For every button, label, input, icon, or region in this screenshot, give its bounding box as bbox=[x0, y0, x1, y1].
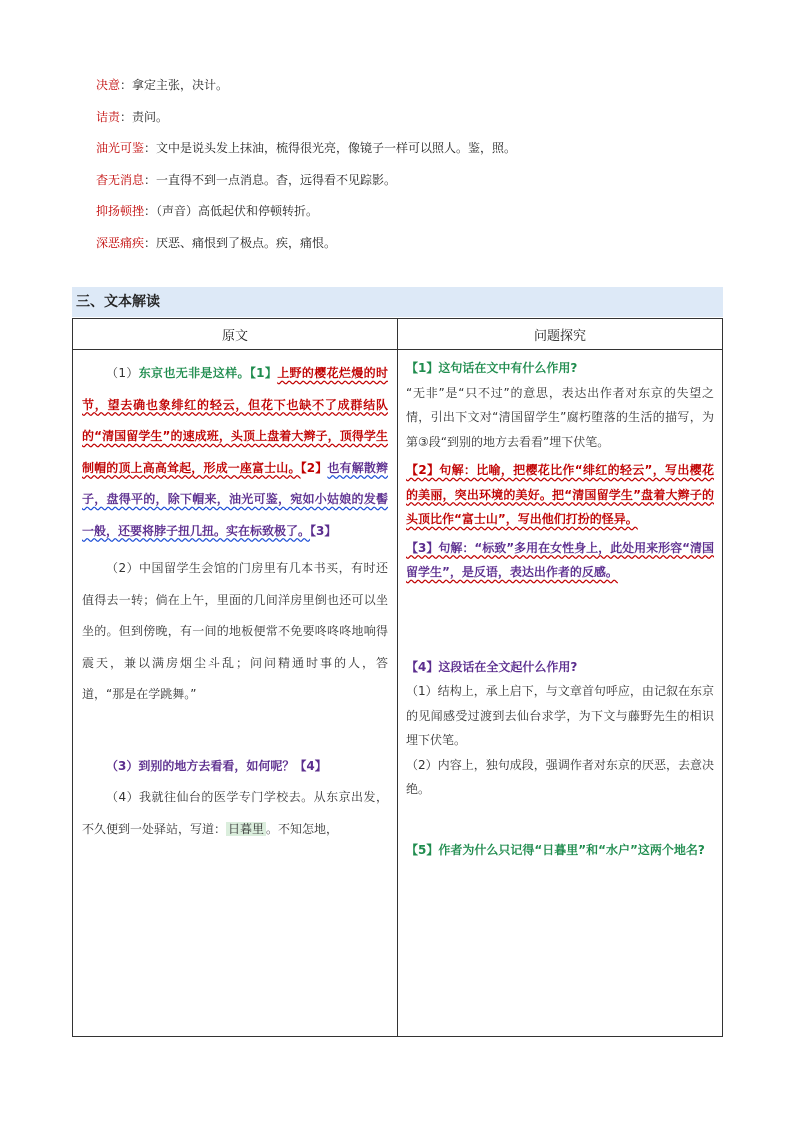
paragraph-3 bbox=[82, 751, 388, 783]
vocab-definition: ：厌恶、痛恨到了极点。疾，痛恨。 bbox=[144, 235, 337, 250]
table-body-row bbox=[73, 350, 723, 1037]
vocab-term: 决意 bbox=[96, 78, 121, 92]
vocab-definition: ：拿定主张，决计。 bbox=[120, 78, 229, 92]
original-text-cell bbox=[73, 350, 398, 1037]
paragraph-4-text-cont: 。不知怎地， bbox=[266, 821, 339, 836]
question-1: 【1】这句话在文中有什么作用? bbox=[406, 361, 578, 375]
question-5: 【5】作者为什么只记得“日暮里”和“水户”这两个地名? bbox=[406, 842, 705, 857]
vocab-item bbox=[96, 70, 716, 102]
vocabulary-list bbox=[96, 70, 716, 260]
marker-1: 【1】 bbox=[249, 366, 278, 380]
section-title: 三、文本解读 bbox=[72, 287, 723, 317]
vocab-term: 油光可鉴 bbox=[96, 141, 145, 156]
annotated-sentence-red: 上野的樱花烂熳的时节，望去确也象绯红的轻云，但花下也缺不了成群结队的“清国留学生”的速成班，头顶上盘着大辫子，顶得学生制帽的顶上高高耸起，形成一座富士山。 bbox=[82, 366, 388, 475]
marker-2: 【2】 bbox=[300, 460, 328, 475]
paragraph-number: （1） bbox=[106, 366, 139, 380]
vocab-item bbox=[96, 196, 716, 228]
vocab-definition: ：文中是说头发上抹油，梳得很光亮，像镜子一样可以照人。鉴，照。 bbox=[144, 141, 517, 156]
key-sentence: （3）到别的地方去看看，如何呢？ bbox=[106, 758, 295, 773]
table-header-row bbox=[73, 319, 723, 350]
answer-4-structure: （1）结构上，承上启下，与文章首句呼应，由记叙在东京的见闻感受过渡到去仙台求学，为下文与藤野先生的相识埋下伏笔。 bbox=[406, 684, 714, 747]
vocab-term: 杳无消息 bbox=[96, 172, 145, 187]
vocab-definition: ：（声音）高低起伏和停顿转折。 bbox=[144, 204, 319, 219]
paragraph-4 bbox=[82, 782, 388, 845]
annotated-sentence-purple: 也有解散辫子，盘得平的，除下帽来，油光可鉴，宛如小姑娘的发髻一般，还要将脖子扭几扭。实在标致极了。 bbox=[82, 460, 388, 538]
vocab-item bbox=[96, 133, 716, 165]
paragraph-4-text: （4）我就往仙台的医学专门学校去。从东京出发，不久便到一处驿站，写道： bbox=[82, 790, 388, 836]
answer-1: “无非”是“只不过”的意思，表达出作者对东京的失望之情，引出下文对“清国留学生”腐朽堕落的生活的描写，为第③段“到别的地方去看看”埋下伏笔。 bbox=[406, 385, 714, 449]
marker-4: 【4】 bbox=[294, 758, 327, 773]
column-header-questions: 问题探究 bbox=[398, 319, 723, 350]
key-sentence: 东京也无非是这样。 bbox=[138, 366, 250, 380]
question-4: 【4】这段话在全文起什么作用? bbox=[406, 659, 578, 674]
paragraph-1 bbox=[82, 358, 388, 547]
vocab-item bbox=[96, 165, 716, 197]
vocab-definition: ：一直得不到一点消息。杳，远得看不见踪影。 bbox=[144, 172, 397, 187]
vocab-term: 深恶痛疾 bbox=[96, 235, 145, 250]
question-3: 【3】句解：“标致”多用在女性身上，此处用来形容“清国留学生”，是反语，表达出作者的反感。 bbox=[406, 540, 715, 579]
question-analysis-cell bbox=[398, 350, 723, 1037]
vocab-term: 抑扬顿挫 bbox=[96, 204, 145, 219]
vocab-term: 诘责 bbox=[96, 109, 121, 124]
question-2: 【2】句解：比喻，把樱花比作“绯红的轻云”，写出樱花的美丽，突出环境的美好。把“清国留学生”盘着大辫子的头顶比作“富士山”，写出他们打扮的怪异。 bbox=[406, 463, 714, 526]
vocab-item bbox=[96, 102, 716, 134]
analysis-table bbox=[72, 318, 723, 1037]
column-header-original-text: 原文 bbox=[73, 319, 398, 350]
marker-3: 【3】 bbox=[310, 523, 337, 538]
answer-4-content: （2）内容上，独句成段，强调作者对东京的厌恶，去意决绝。 bbox=[406, 757, 714, 796]
vocab-item bbox=[96, 228, 716, 260]
highlighted-place-name: 日暮里 bbox=[228, 821, 265, 836]
paragraph-2: （2）中国留学生会馆的门房里有几本书买，有时还值得去一转；倘在上午，里面的几间洋房里倒也还可以坐坐的。但到傍晚，有一间的地板便常不免要咚咚咚地响得震天，兼以满房烟尘斗乱；问问精通时事的人，答道，“那是在学跳舞。” bbox=[82, 561, 388, 701]
vocab-definition: ：责问。 bbox=[120, 109, 169, 124]
